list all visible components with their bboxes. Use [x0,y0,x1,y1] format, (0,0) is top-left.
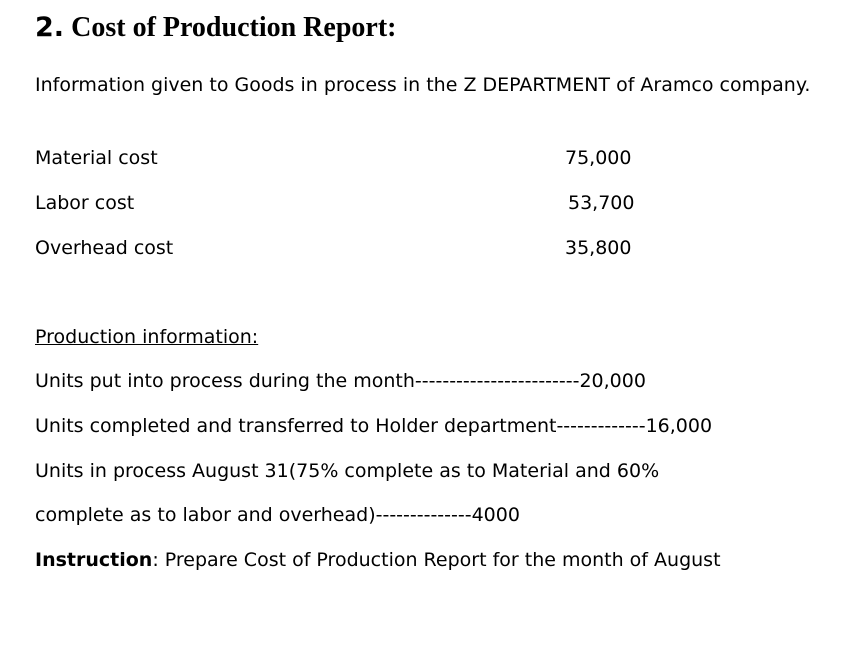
units-completed-transferred: Units completed and transferred to Holder department-------------16,000 [35,415,713,437]
production-info-title: Production information: [35,326,259,348]
question-number: 2. [35,12,65,43]
labor-cost-value: 53,700 [568,192,635,214]
material-cost-label: Material cost [35,147,158,169]
report-heading [35,14,396,42]
instruction-line [35,548,721,572]
overhead-cost-row [35,236,655,260]
labor-cost-row [35,191,655,215]
labor-cost-label: Labor cost [35,192,135,214]
instruction-label: Instruction [35,549,153,571]
units-put-into-process: Units put into process during the month------------------------20,000 [35,370,646,392]
intro-text: Information given to Goods in process in the Z DEPARTMENT of Aramco company. [35,74,811,96]
units-in-process-line-1: Units in process August 31(75% complete as to Material and 60% [35,460,660,482]
material-cost-value: 75,000 [565,147,632,169]
report-title: Cost of Production Report: [71,12,397,43]
material-cost-row [35,146,655,170]
units-in-process-line-2: complete as to labor and overhead)--------------4000 [35,504,520,526]
overhead-cost-label: Overhead cost [35,237,174,259]
instruction-text: : Prepare Cost of Production Report for the month of August [152,549,721,571]
overhead-cost-value: 35,800 [565,237,632,259]
